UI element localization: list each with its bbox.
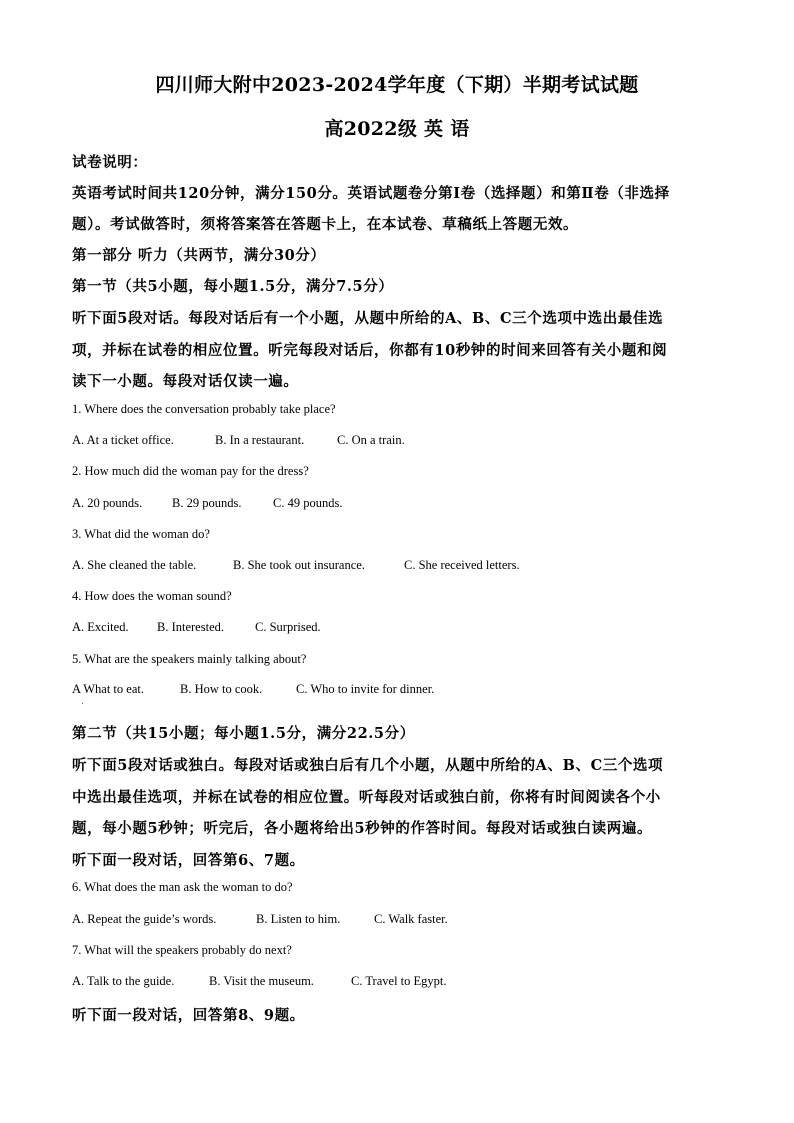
instructions-line-1: 英语考试时间共120分钟，满分150分。英语试题卷分第Ⅰ卷（选择题）和第Ⅱ卷（非选择 <box>72 185 670 202</box>
section2-directions-1: 听下面5段对话或独白。每段对话或独白后有几个小题，从题中所给的A、B、C三个选项 <box>72 757 664 774</box>
option-a: A. At a ticket office. <box>72 433 174 447</box>
section2-heading: 第二节（共15小题；每小题1.5分，满分22.5分） <box>72 725 415 742</box>
question-options <box>72 558 520 573</box>
option-a: A. Talk to the guide. <box>72 974 175 988</box>
option-c: C. 49 pounds. <box>273 496 343 510</box>
question-options <box>72 912 448 927</box>
page-title: 四川师大附中2023-2024学年度（下期）半期考试试题 <box>155 74 639 96</box>
question-stem: 3. What did the woman do? <box>72 527 210 541</box>
option-b: B. 29 pounds. <box>172 496 242 510</box>
instructions-heading: 试卷说明： <box>72 154 148 171</box>
part1-heading: 第一部分 听力（共两节，满分30分） <box>72 247 326 264</box>
option-a: A. Excited. <box>72 620 129 634</box>
option-b: B. Visit the museum. <box>209 974 314 988</box>
section1-heading: 第一节（共5小题，每小题1.5分，满分7.5分） <box>72 278 394 295</box>
stray-dot <box>82 703 83 704</box>
option-b: B. In a restaurant. <box>215 433 305 447</box>
option-a: A. She cleaned the table. <box>72 558 197 572</box>
question-options <box>72 974 447 989</box>
question-stem: 1. Where does the conversation probably take place? <box>72 402 336 416</box>
option-b: B. Interested. <box>157 620 224 634</box>
option-a: A. Repeat the guide’s words. <box>72 912 217 926</box>
option-c: C. She received letters. <box>404 558 520 572</box>
question-options <box>72 682 434 697</box>
question-stem: 2. How much did the woman pay for the dress? <box>72 464 309 478</box>
option-a: A. 20 pounds. <box>72 496 143 510</box>
section1-directions-1: 听下面5段对话。每段对话后有一个小题，从题中所给的A、B、C三个选项中选出最佳选 <box>72 310 664 327</box>
option-b: B. She took out insurance. <box>233 558 365 572</box>
option-c: C. Travel to Egypt. <box>351 974 447 988</box>
question-stem: 5. What are the speakers mainly talking about? <box>72 652 307 666</box>
section2-directions-2: 中选出最佳选项，并标在试卷的相应位置。听每段对话或独白前，你将有时间阅读各个小 <box>72 789 661 806</box>
question-stem: 6. What does the man ask the woman to do? <box>72 880 293 894</box>
option-c: C. Surprised. <box>255 620 321 634</box>
section2-directions-3: 题，每小题5秒钟；听完后，各小题将给出5秒钟的作答时间。每段对话或独白读两遍。 <box>72 820 653 837</box>
question-options <box>72 433 405 448</box>
page-subtitle: 高2022级 英 语 <box>324 118 470 140</box>
dialogue-group-heading: 听下面一段对话，回答第8、9题。 <box>72 1007 305 1024</box>
option-c: C. On a train. <box>337 433 405 447</box>
option-c: C. Who to invite for dinner. <box>296 682 435 696</box>
option-a: A What to eat. <box>72 682 144 696</box>
question-options <box>72 620 321 635</box>
question-stem: 7. What will the speakers probably do next? <box>72 943 292 957</box>
section1-directions-2: 项，并标在试卷的相应位置。听完每段对话后，你都有10秒钟的时间来回答有关小题和阅 <box>72 342 668 359</box>
option-b: B. How to cook. <box>180 682 263 696</box>
instructions-line-2: 题）。考试做答时，须将答案答在答题卡上，在本试卷、草稿纸上答题无效。 <box>72 216 579 233</box>
question-stem: 4. How does the woman sound? <box>72 589 232 603</box>
option-c: C. Walk faster. <box>374 912 448 926</box>
question-options <box>72 496 342 511</box>
dialogue-group-heading: 听下面一段对话，回答第6、7题。 <box>72 852 305 869</box>
section1-directions-3: 读下一小题。每段对话仅读一遍。 <box>72 373 299 390</box>
option-b: B. Listen to him. <box>256 912 341 926</box>
